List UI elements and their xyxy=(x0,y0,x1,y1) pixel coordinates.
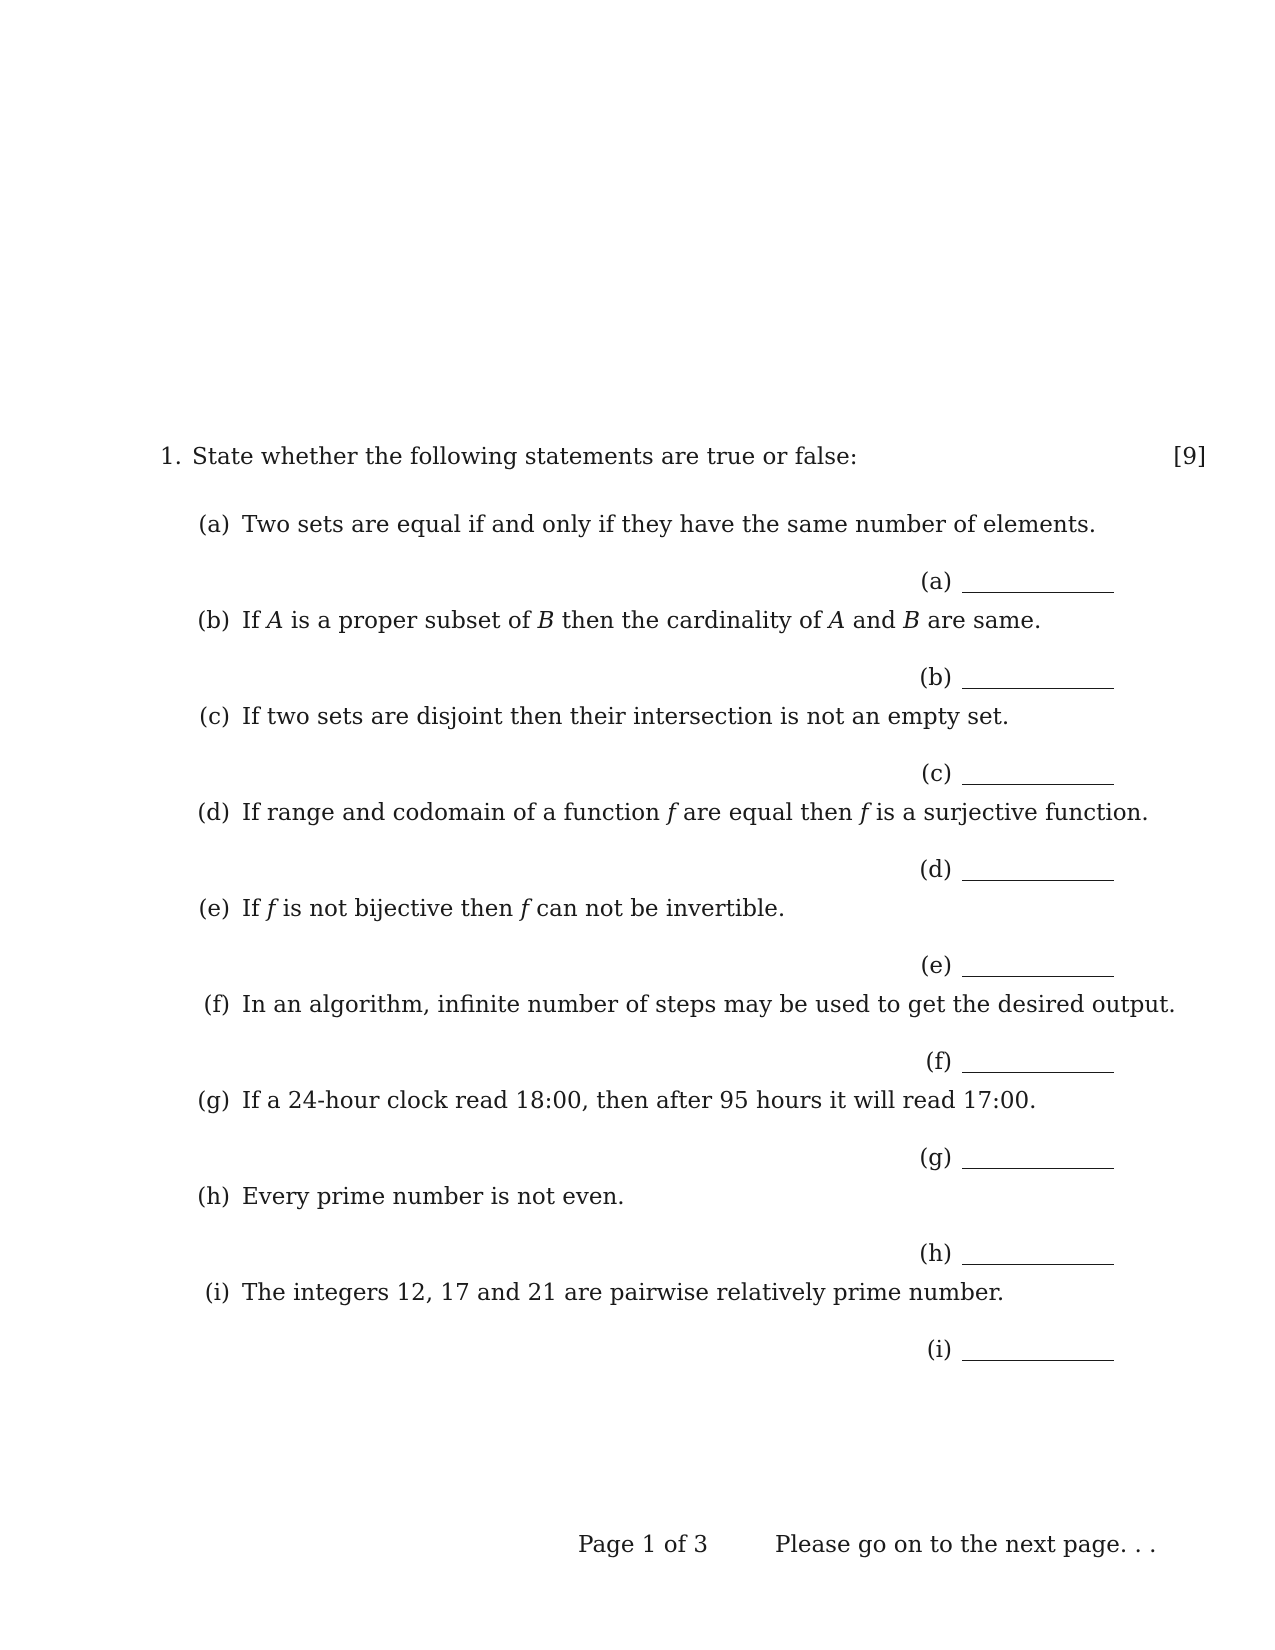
statement-text-c xyxy=(242,704,1009,730)
statement-label-d: (d) xyxy=(197,800,230,826)
math-variable: f xyxy=(520,896,529,922)
question-marks: [9] xyxy=(1173,444,1206,470)
statement-text-h xyxy=(242,1184,625,1210)
answer-label-h: (h) xyxy=(919,1241,952,1267)
answer-label-d: (d) xyxy=(919,857,952,883)
statement-fragment: If a 24-hour clock read 18:00, then after 95 hours it will read 17:00. xyxy=(242,1088,1037,1114)
statement-fragment: If xyxy=(242,896,267,922)
statement-text-a xyxy=(242,512,1096,538)
question-prompt: State whether the following statements are true or false: xyxy=(192,444,858,470)
answer-blank-i[interactable] xyxy=(962,1360,1114,1361)
statement-fragment: is a proper subset of xyxy=(283,608,538,634)
answer-blank-f[interactable] xyxy=(962,1072,1114,1073)
page-number: Page 1 of 3 xyxy=(578,1532,709,1558)
statement-text-f xyxy=(242,992,1176,1018)
statement-text-b xyxy=(242,608,1041,634)
statement-label-e: (e) xyxy=(198,896,230,922)
statement-label-h: (h) xyxy=(197,1184,230,1210)
math-variable: B xyxy=(903,608,921,634)
answer-blank-b[interactable] xyxy=(962,688,1114,689)
statement-fragment: Every prime number is not even. xyxy=(242,1184,625,1210)
statement-label-a: (a) xyxy=(198,512,230,538)
next-page-note: Please go on to the next page. . . xyxy=(775,1532,1157,1558)
statement-fragment: are equal then xyxy=(675,800,861,826)
statement-fragment: If xyxy=(242,608,267,634)
statement-label-i: (i) xyxy=(204,1280,230,1306)
statement-label-c: (c) xyxy=(199,704,230,730)
statement-label-f: (f) xyxy=(203,992,230,1018)
statement-text-i xyxy=(242,1280,1004,1306)
answer-label-c: (c) xyxy=(921,761,952,787)
answer-label-e: (e) xyxy=(920,953,952,979)
statement-fragment: and xyxy=(845,608,904,634)
statement-fragment: If two sets are disjoint then their intersection is not an empty set. xyxy=(242,704,1010,730)
statement-text-d xyxy=(242,800,1149,826)
answer-blank-h[interactable] xyxy=(962,1264,1114,1265)
statement-label-b: (b) xyxy=(197,608,230,634)
statement-fragment: If range and codomain of a function xyxy=(242,800,668,826)
statement-fragment: then the cardinality of xyxy=(554,608,829,634)
statement-fragment: is not bijective then xyxy=(275,896,521,922)
statement-text-e xyxy=(242,896,785,922)
answer-label-f: (f) xyxy=(925,1049,952,1075)
statement-label-g: (g) xyxy=(197,1088,230,1114)
statement-fragment: Two sets are equal if and only if they have the same number of elements. xyxy=(242,512,1097,538)
math-variable: f xyxy=(667,800,676,826)
math-variable: f xyxy=(266,896,276,922)
statement-fragment: In an algorithm, infinite number of steps may be used to get the desired output. xyxy=(242,992,1176,1018)
statement-fragment: The integers 12, 17 and 21 are pairwise relatively prime number. xyxy=(242,1280,1005,1306)
answer-blank-d[interactable] xyxy=(962,880,1114,881)
statement-fragment: can not be invertible. xyxy=(528,896,786,922)
answer-label-g: (g) xyxy=(919,1145,952,1171)
statement-fragment: are same. xyxy=(920,608,1042,634)
statement-text-g xyxy=(242,1088,1036,1114)
answer-blank-a[interactable] xyxy=(962,592,1114,593)
answer-label-a: (a) xyxy=(920,569,952,595)
answer-label-i: (i) xyxy=(926,1337,952,1363)
math-variable: f xyxy=(860,800,869,826)
answer-blank-c[interactable] xyxy=(962,784,1114,785)
question-number: 1. xyxy=(160,444,182,470)
statement-fragment: is a surjective function. xyxy=(868,800,1149,826)
math-variable: B xyxy=(537,608,555,634)
answer-label-b: (b) xyxy=(919,665,952,691)
math-variable: A xyxy=(266,608,284,634)
math-variable: A xyxy=(828,608,846,634)
answer-blank-g[interactable] xyxy=(962,1168,1114,1169)
answer-blank-e[interactable] xyxy=(962,976,1114,977)
